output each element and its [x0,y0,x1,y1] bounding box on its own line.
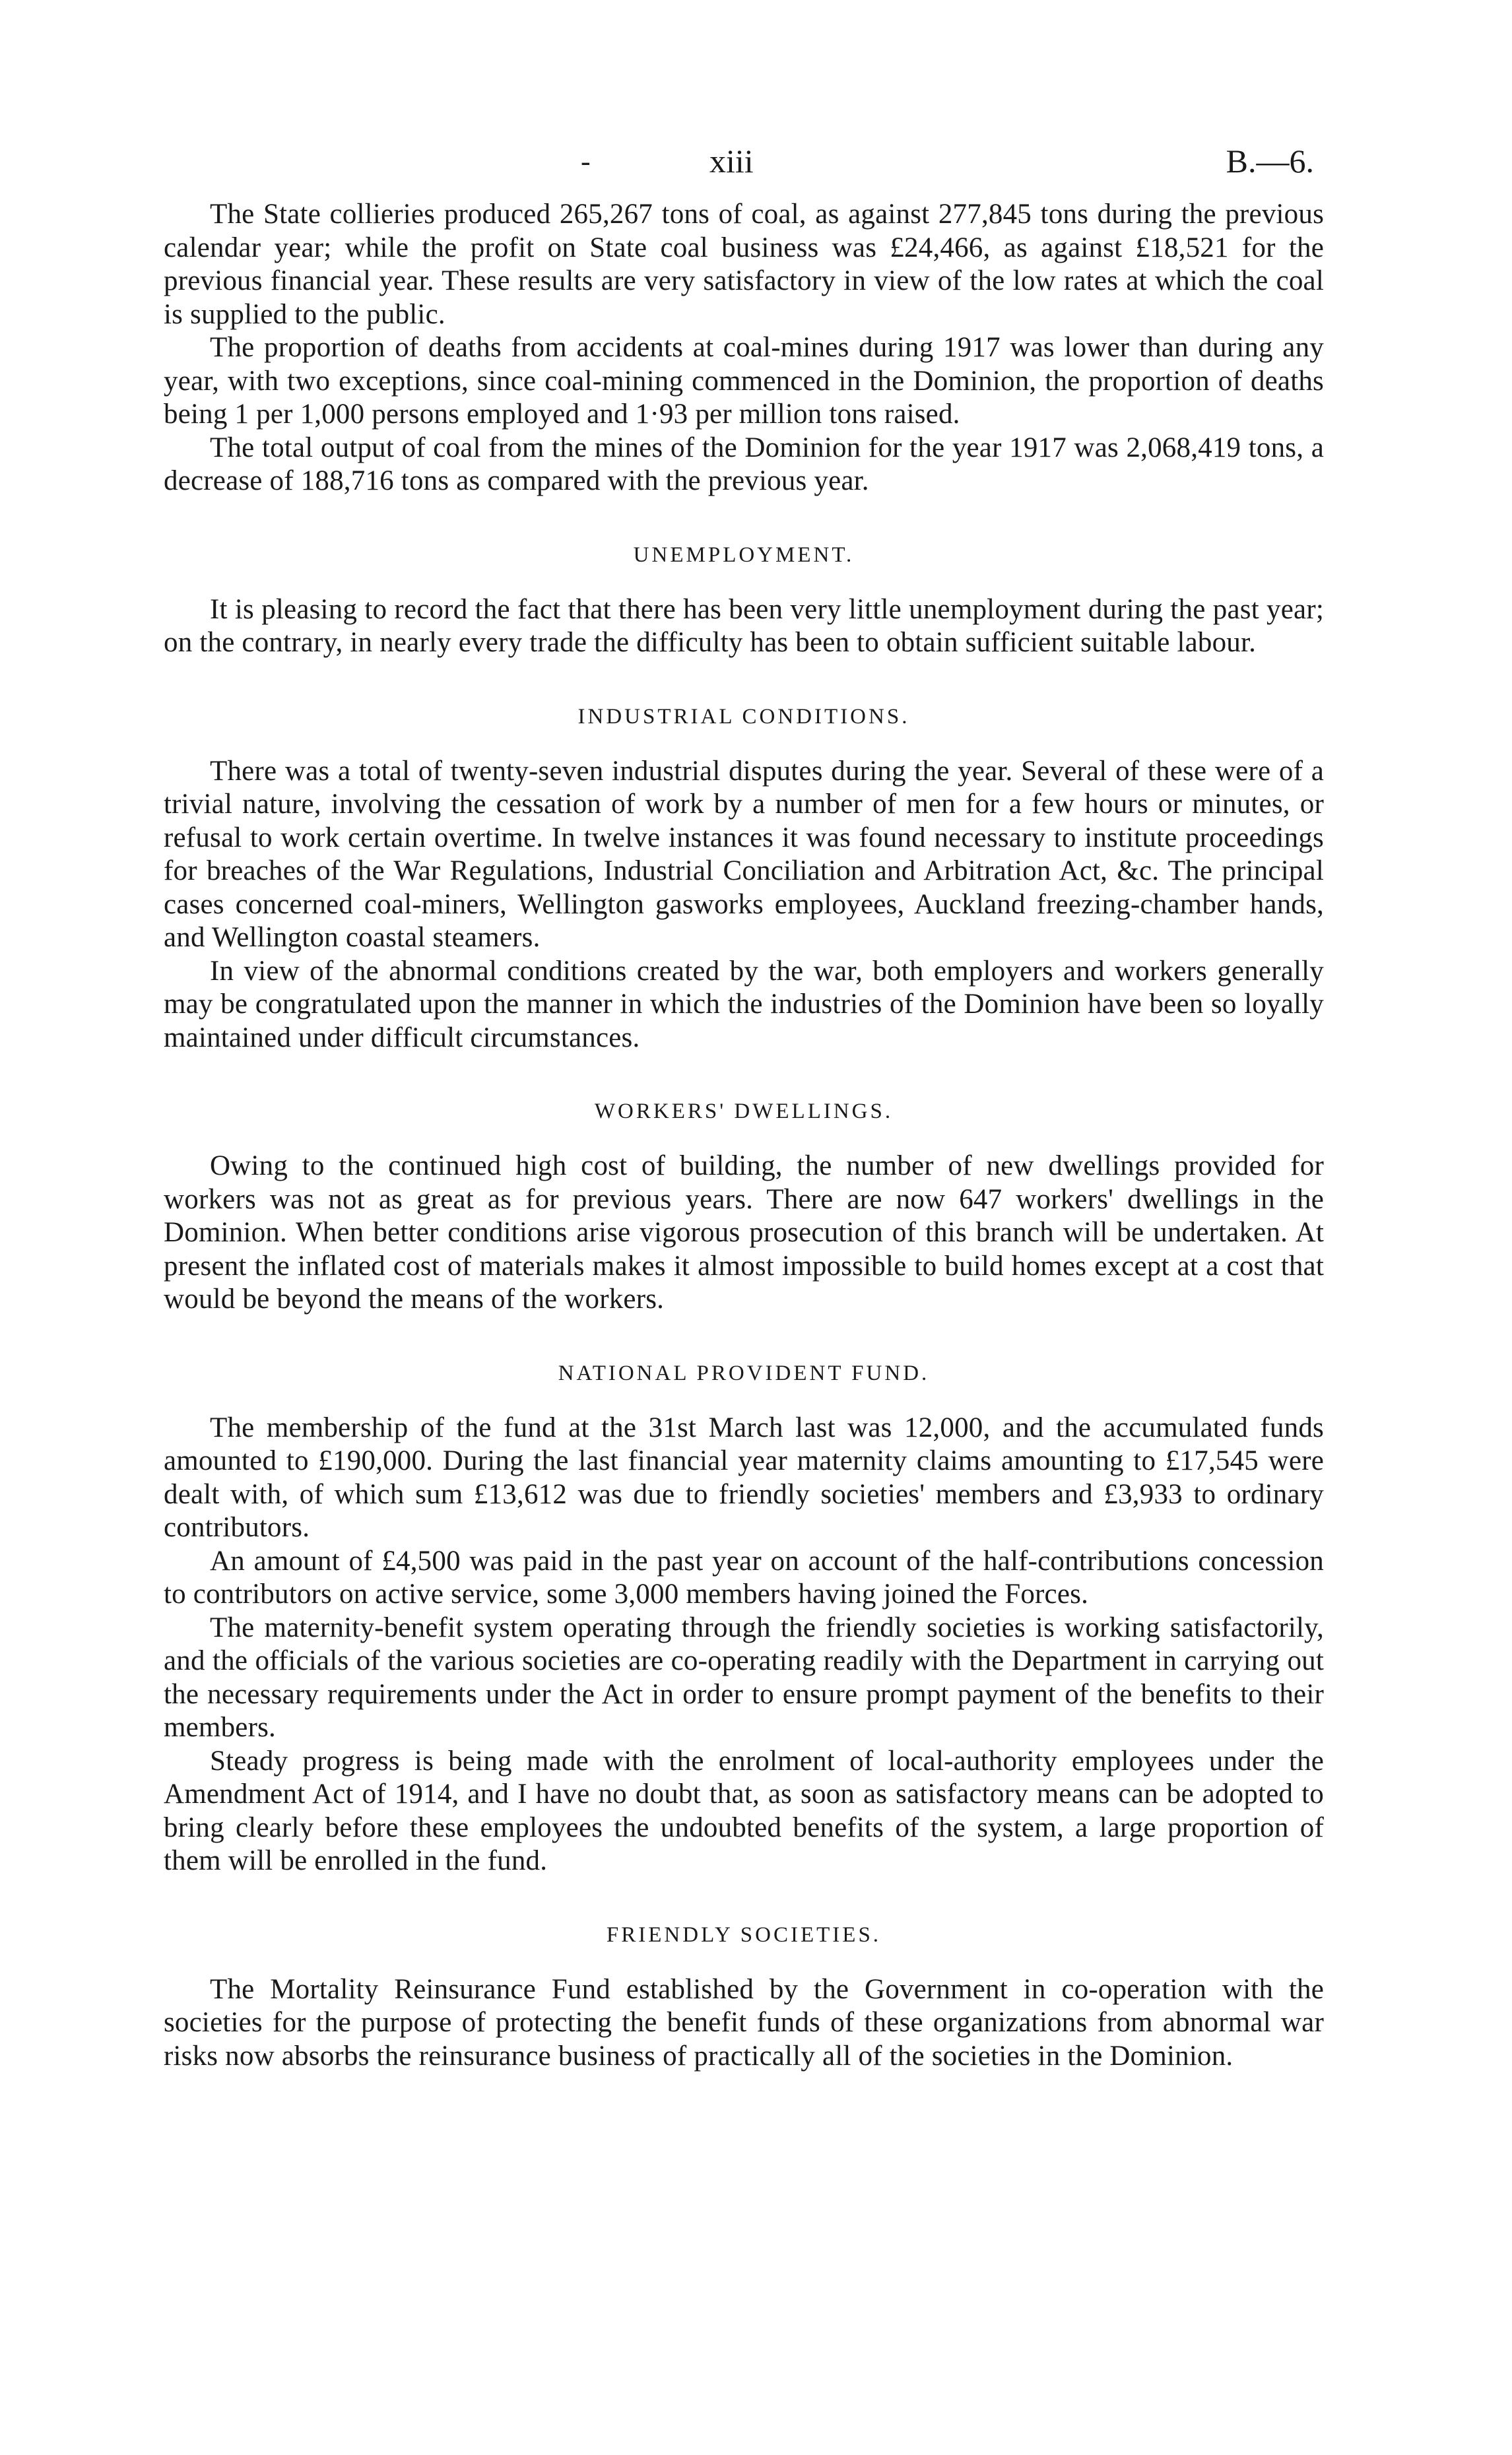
paragraph: The State collieries produced 265,267 tons of coal, as against 277,845 tons during the previous calendar year; while the profit on State coal business was £24,466, as against £18,521 for the previous financial year. These results are very satisfactory in view of the low rates at which the coal is supplied to the public. [164,199,1324,330]
section-unemployment [164,542,1324,660]
document-reference: B.—6. [1226,143,1314,180]
page-body [164,198,1324,2073]
section-national-provident-fund [164,1360,1324,1878]
section-industrial-conditions [164,704,1324,1055]
paragraph: An amount of £4,500 was paid in the past year on account of the half-contributions concession to contributors on active service, some 3,000 members having joined the Forces. [164,1545,1324,1610]
paragraph: The proportion of deaths from accidents at coal-mines during 1917 was lower than during any year, with two exceptions, since coal-mining commenced in the Dominion, the proportion of deaths being 1 per 1,000 persons employed and 1·93 per million tons raised. [164,332,1324,430]
section-heading: UNEMPLOYMENT. [633,542,855,567]
section-friendly-societies [164,1922,1324,2074]
header-dash: - [581,145,591,178]
section-heading: WORKERS' DWELLINGS. [594,1099,894,1123]
page-header [0,142,1512,181]
section-workers-dwellings [164,1098,1324,1317]
paragraph: The Mortality Reinsurance Fund established by the Government in co-operation with the societies for the purpose of protecting the benefit funds of these organizations from abnormal war risks now absorbs the reinsurance business of practically all of the societies in the Dominion. [164,1973,1324,2072]
paragraph: It is pleasing to record the fact that there has been very little unemployment during the past year; on the contrary, in nearly every trade the difficulty has been to obtain sufficient suitable labour. [164,593,1324,658]
paragraph: The total output of coal from the mines of the Dominion for the year 1917 was 2,068,419 tons, a decrease of 188,716 tons as compared with the previous year. [164,432,1324,496]
page-number: xiii [709,143,754,180]
paragraph: There was a total of twenty-seven industrial disputes during the year. Several of these were of a trivial nature, involving the cessation of work by a number of men for a few hours or minutes, or refusal to work certain overtime. In twelve instances it was found necessary to institute proceedings for breaches of the War Regulations, Industrial Conciliation and Arbitration Act, &c. The principal cases concerned coal-miners, Wellington gasworks employees, Auckland freezing-chamber hands, and Wellington coastal steamers. [164,755,1324,953]
section-state-collieries [164,198,1324,498]
section-heading: FRIENDLY SOCIETIES. [606,1922,882,1947]
paragraph: In view of the abnormal conditions created by the war, both employers and workers generally may be congratulated upon the manner in which the industries of the Dominion have been so loyally maintained under difficult circumstances. [164,955,1324,1053]
paragraph: The membership of the fund at the 31st March last was 12,000, and the accumulated funds amounted to £190,000. During the last financial year maternity claims amounting to £17,545 were dealt with, of which sum £13,612 was due to friendly societies' members and £3,933 to ordinary contributors. [164,1412,1324,1543]
paragraph: Owing to the continued high cost of building, the number of new dwellings provided for workers was not as great as for previous years. There are now 647 workers' dwellings in the Dominion. When better conditions arise vigorous prosecution of this branch will be undertaken. At present the inflated cost of materials makes it almost impossible to build homes except at a cost that would be beyond the means of the workers. [164,1150,1324,1315]
section-heading: INDUSTRIAL CONDITIONS. [577,704,910,729]
paragraph: Steady progress is being made with the enrolment of local-authority employees under the Amendment Act of 1914, and I have no doubt that, as soon as satisfactory means can be adopted to bring clearly before these employees the undoubted benefits of the system, a large proportion of them will be enrolled in the fund. [164,1745,1324,1876]
paragraph: The maternity-benefit system operating through the friendly societies is working satisfactorily, and the officials of the various societies are co-operating readily with the Department in carrying out the necessary requirements under the Act in order to ensure prompt payment of the benefits to their members. [164,1612,1324,1743]
section-heading: NATIONAL PROVIDENT FUND. [558,1361,930,1385]
